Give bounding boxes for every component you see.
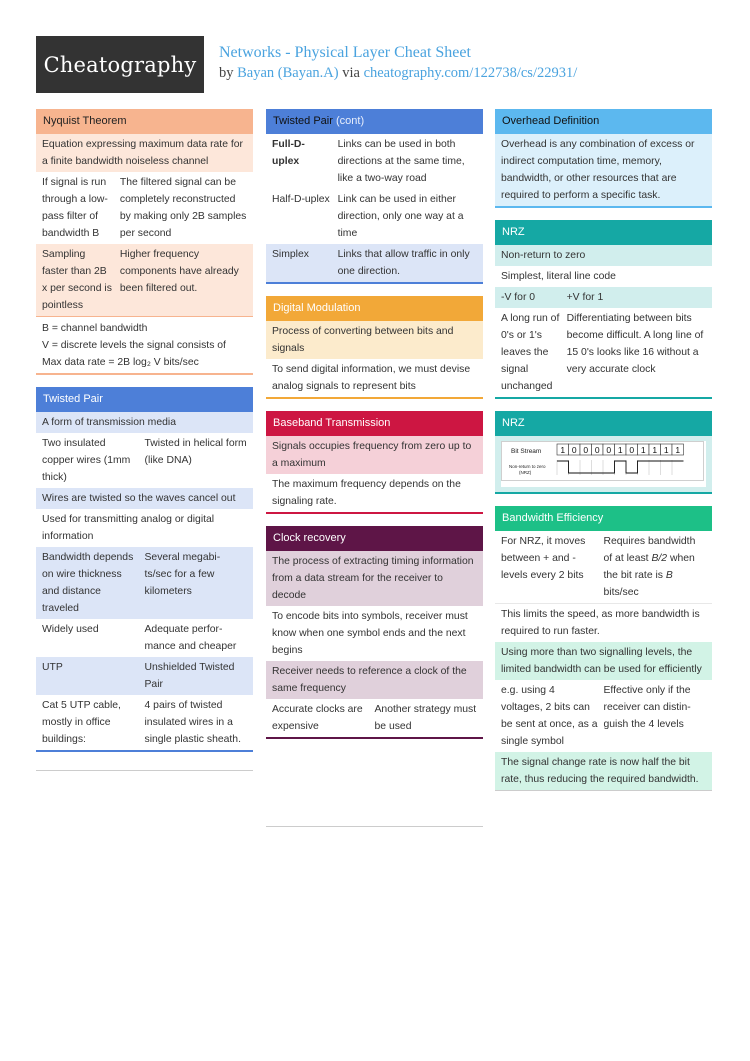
nrz-section bbox=[495, 220, 712, 399]
column-2 bbox=[266, 109, 483, 827]
twisted-row: Wires are twisted so the waves cancel out bbox=[36, 488, 253, 509]
section-divider bbox=[266, 737, 483, 739]
nyquist-row bbox=[36, 316, 253, 373]
cell: For NRZ, it moves between + and - levels every 2 bits bbox=[501, 536, 586, 581]
section-divider bbox=[36, 750, 253, 752]
section-divider bbox=[36, 373, 253, 375]
bit-label: 1 bbox=[640, 445, 646, 455]
section-divider bbox=[495, 790, 712, 791]
cell: Links can be used in both directions at the same time, like a two-way road bbox=[337, 139, 465, 184]
cell bbox=[604, 533, 707, 601]
page-header bbox=[36, 36, 716, 93]
cell: Cat 5 UTP cable, mostly in office buildings: bbox=[42, 700, 121, 745]
cell: Unshielded Twisted Pair bbox=[144, 662, 235, 690]
cell: Accurate clocks are expensive bbox=[272, 704, 363, 732]
title-block bbox=[219, 44, 577, 82]
cell: 4 pairs of twisted insulated wires in a single plastic sheath. bbox=[144, 700, 241, 745]
nyquist-section bbox=[36, 109, 253, 375]
nyquist-row bbox=[36, 244, 253, 316]
bit-label: 0 bbox=[583, 445, 589, 455]
digital-row: To send digital information, we must devise analog signals to represent bits bbox=[272, 364, 471, 392]
author-link[interactable]: Bayan (Bayan.A) bbox=[237, 65, 339, 81]
cell: Half-D-uplex bbox=[272, 194, 330, 205]
section-divider bbox=[266, 512, 483, 514]
cell: Widely used bbox=[42, 624, 99, 635]
cell: e.g. using 4 voltages, 2 bits can be sent at once, as a single symbol bbox=[501, 685, 598, 747]
cell: A long run of 0's or 1's leaves the signal unchanged bbox=[501, 313, 560, 392]
cell: Two insulated copper wires (1mm thick) bbox=[42, 438, 131, 483]
section-heading: NRZ bbox=[495, 411, 712, 436]
digital-modulation-section bbox=[266, 296, 483, 399]
cell: Another strategy must be used bbox=[374, 704, 477, 732]
bandwidth-row bbox=[495, 531, 712, 603]
clock-row bbox=[266, 699, 483, 737]
bit-label: 1 bbox=[617, 445, 623, 455]
bit-label: 1 bbox=[560, 445, 566, 455]
overhead-section bbox=[495, 109, 712, 208]
bit-label: 1 bbox=[675, 445, 681, 455]
cell: Simplex bbox=[272, 249, 309, 260]
cell: Several megabi-ts/sec for a few kilometers bbox=[144, 552, 221, 597]
twisted-cont-row bbox=[266, 244, 483, 282]
cell: Adequate perfor-mance and cheaper bbox=[144, 624, 237, 652]
heading-main: Twisted Pair bbox=[273, 115, 333, 127]
bit-label: 0 bbox=[571, 445, 577, 455]
twisted-cont-row bbox=[266, 134, 483, 189]
nrz-row bbox=[495, 308, 712, 397]
bandwidth-row: The signal change rate is now half the bit rate, thus reducing the required bandwidth. bbox=[495, 752, 712, 790]
baseband-row: Signals occupies frequency from zero up to a maximum bbox=[266, 436, 483, 474]
bit-label: 0 bbox=[606, 445, 612, 455]
cell: Effective only if the receiver can distin-guish the 4 levels bbox=[603, 685, 691, 730]
heading-sub: Definition bbox=[553, 115, 600, 127]
digital-row: Process of converting between bits and signals bbox=[266, 321, 483, 359]
clock-recovery-section bbox=[266, 526, 483, 739]
section-heading bbox=[266, 109, 483, 134]
nyquist-row: Equation expressing maximum data rate for a finite bandwidth noiseless channel bbox=[36, 134, 253, 172]
cell: Bandwidth depends on wire thickness and distance traveled bbox=[42, 552, 134, 614]
by-label: by bbox=[219, 65, 234, 81]
section-divider bbox=[495, 492, 712, 494]
clock-row: The process of extracting timing information from a data stream for the receiver to decode bbox=[266, 551, 483, 606]
clock-row: To encode bits into symbols, receiver must know when one symbol ends and the next begins bbox=[272, 611, 468, 656]
column-3 bbox=[495, 109, 712, 803]
twisted-row: Used for transmitting analog or digital information bbox=[36, 509, 253, 547]
twisted-row: A form of transmission media bbox=[36, 412, 253, 433]
cell: Links that allow traffic in only one direction. bbox=[337, 249, 470, 277]
page-title: Networks - Physical Layer Cheat Sheet bbox=[219, 44, 471, 61]
nrz-diagram bbox=[501, 441, 706, 487]
cell: Sampling faster than 2B x per second is pointless bbox=[42, 249, 112, 311]
nrz-row: Non-return to zero bbox=[495, 245, 712, 266]
nrz-label-line-2: (NRZ) bbox=[519, 470, 532, 475]
cell: If signal is run through a low-pass filter of bandwidth B bbox=[42, 177, 108, 239]
section-divider bbox=[495, 206, 712, 208]
bit-label: 0 bbox=[629, 445, 635, 455]
column-1 bbox=[36, 109, 253, 771]
section-heading: Baseband Transmission bbox=[266, 411, 483, 436]
twisted-pair-section bbox=[36, 387, 253, 752]
section-heading: Clock recovery bbox=[266, 526, 483, 551]
cell: -V for 0 bbox=[501, 292, 536, 303]
text-fragment: Requires bandwidth of at least bbox=[603, 536, 696, 564]
cheatography-logo[interactable]: Cheatography bbox=[36, 36, 204, 93]
formula-line: Max data rate = 2B log₂ V bits/sec bbox=[42, 357, 199, 368]
nrz-row: Simplest, literal line code bbox=[501, 271, 616, 282]
section-heading: Bandwidth Efficiency bbox=[495, 506, 712, 531]
twisted-cont-row bbox=[266, 189, 483, 244]
heading-sub: (cont) bbox=[335, 115, 365, 127]
formula-line: B = channel bandwidth bbox=[42, 323, 148, 334]
overhead-row: Overhead is any combination of excess or indirect computation time, memory, bandwidth, or other resources that are required to perform a specific task. bbox=[495, 134, 712, 206]
twisted-pair-cont-section bbox=[266, 109, 483, 284]
twisted-row bbox=[36, 657, 253, 695]
text-fragment: bits/sec bbox=[603, 587, 639, 598]
section-divider bbox=[495, 397, 712, 399]
section-heading: NRZ bbox=[495, 220, 712, 245]
twisted-row bbox=[36, 433, 253, 488]
cell: Link can be used in either direction, only one way at a time bbox=[337, 194, 464, 239]
bit-label: 1 bbox=[663, 445, 669, 455]
source-url-link[interactable]: cheatography.com/122738/cs/22931/ bbox=[363, 65, 578, 81]
baseband-section bbox=[266, 411, 483, 514]
cell: Twisted in helical form (like DNA) bbox=[144, 438, 247, 466]
byline bbox=[219, 65, 577, 82]
cell: Full-D-uplex bbox=[272, 139, 305, 167]
nrz-diagram-section bbox=[495, 411, 712, 494]
nrz-waveform-image bbox=[501, 441, 704, 481]
section-heading: Nyquist Theorem bbox=[36, 109, 253, 134]
nrz-label-line-1: Non-return to zero bbox=[509, 464, 546, 469]
bit-label: 1 bbox=[652, 445, 658, 455]
bitstream-label: Bit Stream bbox=[511, 448, 542, 455]
heading-main: Overhead bbox=[502, 115, 551, 127]
section-divider bbox=[266, 397, 483, 399]
twisted-row bbox=[36, 547, 253, 619]
column-end-rule bbox=[36, 770, 253, 771]
math-fragment: B/2 bbox=[651, 553, 668, 564]
section-heading: Twisted Pair bbox=[36, 387, 253, 412]
bit-label: 0 bbox=[594, 445, 600, 455]
section-heading: Digital Modulation bbox=[266, 296, 483, 321]
bandwidth-efficiency-section bbox=[495, 506, 712, 791]
baseband-row: The maximum frequency depends on the signaling rate. bbox=[272, 479, 461, 507]
cell: Higher frequency components have already been filtered out. bbox=[119, 249, 239, 294]
section-divider bbox=[266, 282, 483, 284]
cell: Differentiating between bits become difficult. A long line of 15 0's looks like 16 without a very accurate clock bbox=[566, 313, 704, 375]
cell: +V for 1 bbox=[566, 292, 604, 303]
via-label: via bbox=[342, 65, 360, 81]
clock-row: Receiver needs to reference a clock of the same frequency bbox=[266, 661, 483, 699]
column-end-rule bbox=[266, 826, 483, 827]
twisted-row bbox=[36, 695, 253, 750]
bandwidth-row bbox=[495, 680, 712, 752]
nrz-diagram-row bbox=[495, 436, 712, 492]
nrz-row bbox=[495, 287, 712, 308]
cell: UTP bbox=[42, 662, 63, 673]
text-fragment: when the bit rate is bbox=[603, 553, 695, 581]
math-fragment: B bbox=[665, 570, 673, 581]
bandwidth-row: This limits the speed, as more bandwidth is required to run faster. bbox=[495, 603, 712, 642]
section-heading bbox=[495, 109, 712, 134]
cell: The filtered signal can be completely reconstructed by making only 2B samples per second bbox=[119, 177, 247, 239]
formula-line: V = discrete levels the signal consists of bbox=[42, 340, 226, 351]
twisted-row bbox=[36, 619, 253, 657]
nyquist-row bbox=[36, 172, 253, 244]
bandwidth-row: Using more than two signalling levels, the limited bandwidth can be used for efficiently bbox=[495, 642, 712, 680]
